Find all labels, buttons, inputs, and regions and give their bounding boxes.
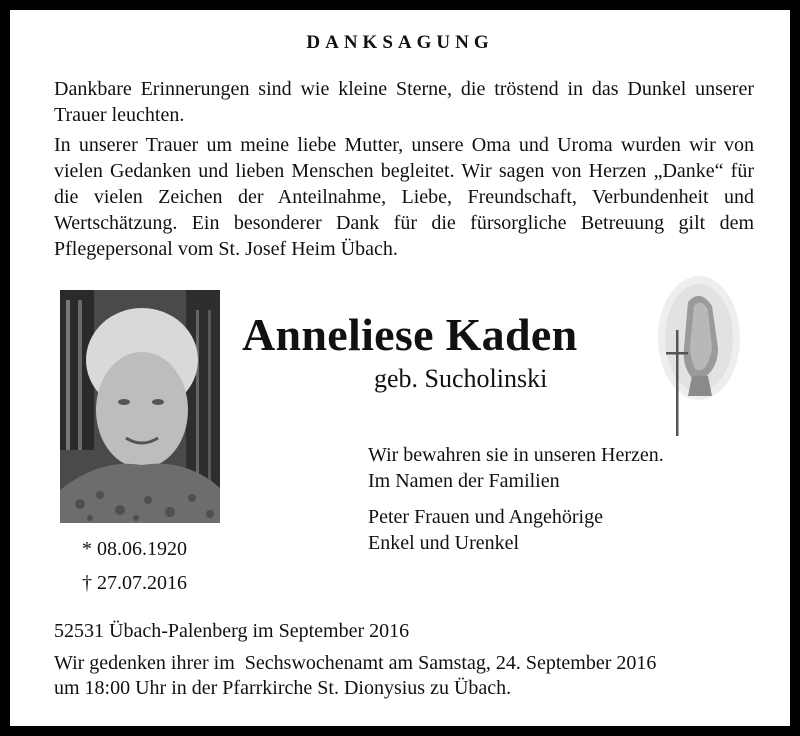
service-info-line2: um 18:00 Uhr in der Pfarrkirche St. Dionysius zu Übach. (54, 677, 512, 699)
place-date: 52531 Übach-Palenberg im September 2016 (54, 620, 410, 642)
thanks-paragraph: In unserer Trauer um meine liebe Mutter, unsere Oma und Uroma wurden wir von vielen Gedanken und lieben Menschen begleitet. Wir sagen von Herzen „Danke“ für die vielen Zeichen der Anteilnahme, Liebe, Freundschaft, Verbundenheit und Wertschätzung. Ein besonderer Dank für die fürsorgliche Betreuung gilt dem Pflegepersonal vom St. Josef Heim Übach. (54, 134, 754, 260)
birth-name: geb. Sucholinski (374, 364, 548, 393)
deceased-name: Anneliese Kaden (242, 309, 578, 360)
portrait-photo (60, 290, 220, 523)
birth-date: * 08.06.1920 (82, 538, 187, 560)
death-date: † 27.07.2016 (82, 572, 187, 594)
service-info-line1: Wir gedenken ihrer im Sechswochenamt am Samstag, 24. September 2016 (54, 652, 657, 674)
family-grandchildren: Enkel und Urenkel (368, 532, 520, 554)
intro-poem: Dankbare Erinnerungen sind wie kleine Sterne, die tröstend in das Dunkel unserer Trauer leuchten. (54, 78, 754, 126)
praying-hands-icon (654, 272, 744, 440)
family-on-behalf: Im Namen der Familien (368, 470, 560, 492)
page-title: DANKSAGUNG (306, 32, 494, 53)
family-names: Peter Frauen und Angehörige (368, 506, 603, 528)
family-remembrance: Wir bewahren sie in unseren Herzen. (368, 444, 664, 466)
obituary-card (10, 10, 790, 726)
